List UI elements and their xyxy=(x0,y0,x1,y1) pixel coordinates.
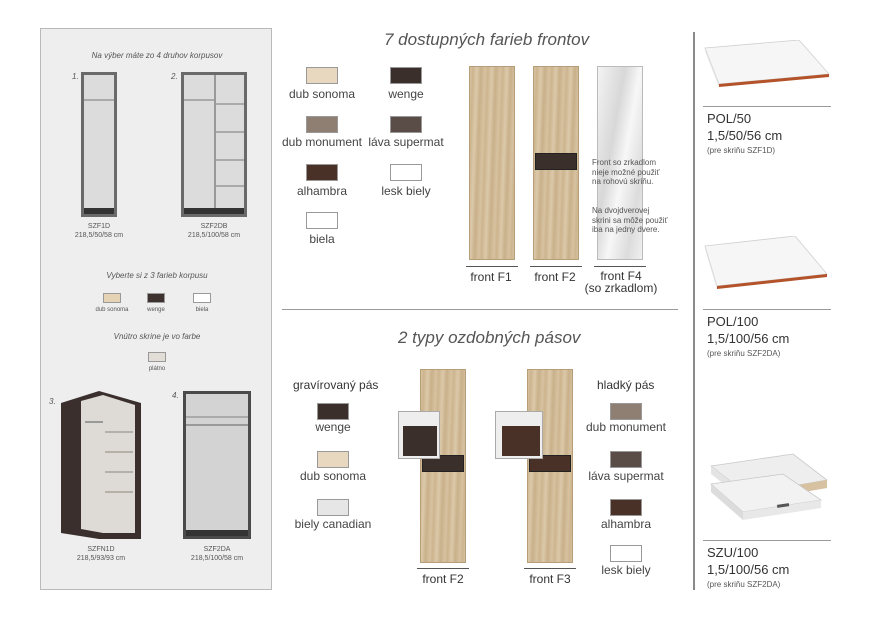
body-swatch-label: wenge xyxy=(147,307,165,313)
pol100-underline xyxy=(703,309,831,310)
front-f4-label xyxy=(583,270,659,294)
wardrobe-3-number: 3. xyxy=(49,397,56,406)
front-f4-label-sub: (so zrkadlom) xyxy=(584,281,658,295)
strip-f2-detail-inset xyxy=(398,411,440,459)
smooth-strip-heading: hladký pás xyxy=(597,378,655,392)
smooth-swatch-label: alhambra xyxy=(600,517,652,531)
interior-heading: Vnútro skrine je vo farbe xyxy=(113,332,201,341)
front-swatch-lesk-biely[interactable] xyxy=(390,164,422,181)
pol100-name: POL/100 xyxy=(707,314,759,329)
strip-front-f2-label: front F2 xyxy=(422,572,464,586)
front-swatch-alhambra[interactable] xyxy=(306,164,338,181)
engraved-swatch-dub-sonoma[interactable] xyxy=(317,451,349,468)
wardrobe-szfn1d-image xyxy=(59,391,143,541)
engraved-swatch-biely-canadian[interactable] xyxy=(317,499,349,516)
wardrobe-types-panel xyxy=(40,28,272,590)
pol100-shelf-image xyxy=(703,236,831,296)
body-swatch-biela[interactable] xyxy=(193,293,211,303)
pol50-shelf-image xyxy=(703,40,831,96)
smooth-swatch-lava-supermat[interactable] xyxy=(610,451,642,468)
engraved-strip-heading: gravírovaný pás xyxy=(293,378,379,392)
front-swatch-label: lesk biely xyxy=(381,184,431,198)
engraved-swatch-label: biely canadian xyxy=(294,517,372,531)
wardrobe-4-number: 4. xyxy=(172,391,179,400)
szu100-underline xyxy=(703,540,831,541)
wardrobe-szf1d-image xyxy=(81,72,117,217)
wardrobe-1-number: 1. xyxy=(72,72,79,81)
front-f1-underline xyxy=(466,266,518,267)
front-swatch-lava-supermat[interactable] xyxy=(390,116,422,133)
strip-front-f3-label: front F3 xyxy=(529,572,571,586)
front-f4-label-main: front F4 xyxy=(600,269,642,283)
front-f1-label: front F1 xyxy=(470,270,512,284)
pol50-underline xyxy=(703,106,831,107)
wardrobe-2-code: SZF2DB xyxy=(200,223,228,230)
body-swatch-dub-sonoma[interactable] xyxy=(103,293,121,303)
smooth-swatch-dub-monument[interactable] xyxy=(610,403,642,420)
front-swatch-label: dub sonoma xyxy=(288,87,356,101)
szu100-note: (pre skriňu SZF2DA) xyxy=(707,580,781,589)
engraved-swatch-label: dub sonoma xyxy=(299,469,367,483)
front-swatch-dub-monument[interactable] xyxy=(306,116,338,133)
pol50-note: (pre skriňu SZF1D) xyxy=(707,146,776,155)
body-colors-heading: Vyberte si z 3 farieb korpusu xyxy=(106,271,208,280)
wardrobe-3-code: SZFN1D xyxy=(87,546,115,553)
strip-front-f3-image xyxy=(527,369,573,563)
smooth-swatch-alhambra[interactable] xyxy=(610,499,642,516)
wardrobe-2-number: 2. xyxy=(171,72,178,81)
front-f4-underline xyxy=(594,266,646,267)
front-swatch-label: alhambra xyxy=(296,184,348,198)
mirror-note-1: Front so zrkadlom nieje možné použiť na rohovú skriňu. xyxy=(592,158,660,186)
smooth-swatch-label: láva supermat xyxy=(588,469,664,483)
front-f2-underline xyxy=(530,266,582,267)
interior-swatch-platno xyxy=(148,352,166,362)
wardrobe-szf2db-image xyxy=(181,72,247,217)
strip-front-f2-underline xyxy=(417,568,469,569)
body-swatch-wenge[interactable] xyxy=(147,293,165,303)
szu100-name: SZU/100 xyxy=(707,545,759,560)
wardrobe-3-dims: 218,5/93/93 cm xyxy=(76,555,126,562)
wardrobe-1-code: SZF1D xyxy=(87,223,111,230)
section-divider xyxy=(282,309,678,310)
front-f2-label: front F2 xyxy=(534,270,576,284)
pol100-dims: 1,5/100/56 cm xyxy=(707,331,790,346)
mirror-note-2: Na dvojdverovej skrini sa môže použiť iba na jedny dvere. xyxy=(592,206,668,234)
szu100-drawer-image xyxy=(703,446,831,528)
front-swatch-dub-sonoma[interactable] xyxy=(306,67,338,84)
body-swatch-label: dub sonoma xyxy=(95,307,129,313)
body-swatch-label: biela xyxy=(195,307,209,313)
wardrobe-2-dims: 218,5/100/58 cm xyxy=(187,232,241,239)
engraved-swatch-wenge[interactable] xyxy=(317,403,349,420)
front-swatch-label: wenge xyxy=(388,87,424,101)
front-swatch-biela[interactable] xyxy=(306,212,338,229)
front-swatch-label: láva supermat xyxy=(368,135,444,149)
front-swatch-label: biela xyxy=(309,232,335,246)
front-swatch-label: dub monument xyxy=(281,135,363,149)
pol50-name: POL/50 xyxy=(707,111,752,126)
smooth-swatch-label: lesk biely xyxy=(601,563,651,577)
strip-front-f2-image xyxy=(420,369,466,563)
wardrobe-1-dims: 218,5/50/58 cm xyxy=(74,232,124,239)
wardrobe-4-dims: 218,5/100/58 cm xyxy=(190,555,244,562)
strip-f3-detail-inset xyxy=(495,411,543,459)
panel-heading: Na výber máte zo 4 druhov korpusov xyxy=(91,51,223,60)
pol100-note: (pre skriňu SZF2DA) xyxy=(707,349,781,358)
front-swatch-wenge[interactable] xyxy=(390,67,422,84)
szu100-dims: 1,5/100/56 cm xyxy=(707,562,790,577)
wardrobe-szf2da-image xyxy=(183,391,251,539)
front-colors-title: 7 dostupných farieb frontov xyxy=(384,30,590,49)
interior-swatch-label: plátno xyxy=(148,366,166,372)
engraved-swatch-label: wenge xyxy=(315,420,351,434)
right-column-divider xyxy=(693,32,695,590)
wardrobe-4-code: SZF2DA xyxy=(203,546,231,553)
smooth-swatch-label: dub monument xyxy=(585,420,667,434)
smooth-swatch-lesk-biely[interactable] xyxy=(610,545,642,562)
strips-title: 2 typy ozdobných pásov xyxy=(398,328,581,347)
front-f2-image xyxy=(533,66,579,260)
front-f1-image xyxy=(469,66,515,260)
strip-front-f3-underline xyxy=(524,568,576,569)
pol50-dims: 1,5/50/56 cm xyxy=(707,128,783,143)
